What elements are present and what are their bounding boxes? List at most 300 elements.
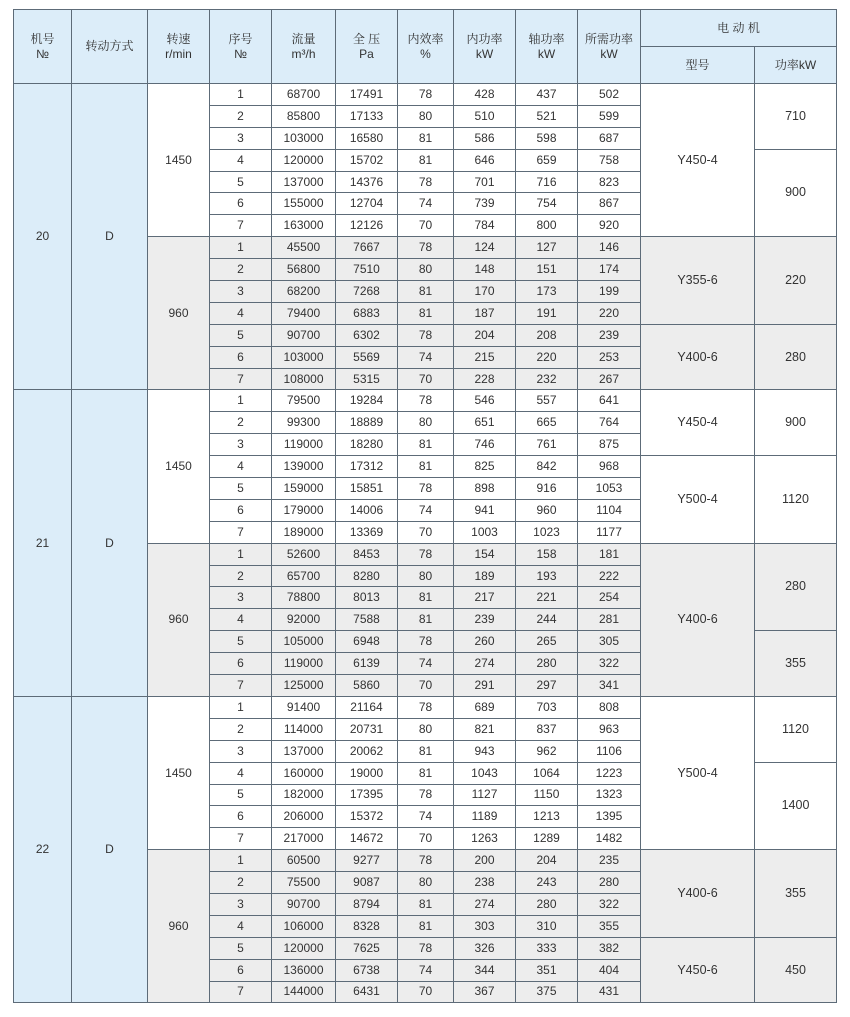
required-power-cell: 968 xyxy=(578,456,641,478)
flow-cell: 90700 xyxy=(272,893,336,915)
pressure-cell: 5315 xyxy=(336,368,398,390)
efficiency-cell: 78 xyxy=(398,696,454,718)
seq-cell: 7 xyxy=(210,981,272,1003)
efficiency-cell: 81 xyxy=(398,893,454,915)
flow-cell: 56800 xyxy=(272,259,336,281)
flow-cell: 120000 xyxy=(272,149,336,171)
pressure-cell: 7625 xyxy=(336,937,398,959)
shaft-power-cell: 151 xyxy=(516,259,578,281)
seq-cell: 1 xyxy=(210,237,272,259)
motor-model-cell: Y355-6 xyxy=(641,237,755,325)
table-row xyxy=(14,84,837,106)
seq-cell: 5 xyxy=(210,478,272,500)
efficiency-cell: 81 xyxy=(398,762,454,784)
efficiency-cell: 74 xyxy=(398,193,454,215)
motor-model-cell: Y500-4 xyxy=(641,456,755,544)
header-required-power: 所需功率 kW xyxy=(578,10,641,84)
seq-cell: 4 xyxy=(210,149,272,171)
flow-cell: 189000 xyxy=(272,521,336,543)
required-power-cell: 181 xyxy=(578,543,641,565)
flow-cell: 68700 xyxy=(272,84,336,106)
required-power-cell: 199 xyxy=(578,281,641,303)
required-power-cell: 758 xyxy=(578,149,641,171)
machine-no-cell: 21 xyxy=(14,390,72,696)
required-power-cell: 1106 xyxy=(578,740,641,762)
required-power-cell: 920 xyxy=(578,215,641,237)
shaft-power-cell: 193 xyxy=(516,565,578,587)
inner-power-cell: 326 xyxy=(454,937,516,959)
pressure-cell: 5860 xyxy=(336,675,398,697)
shaft-power-cell: 297 xyxy=(516,675,578,697)
speed-cell: 960 xyxy=(148,237,210,390)
required-power-cell: 641 xyxy=(578,390,641,412)
required-power-cell: 502 xyxy=(578,84,641,106)
required-power-cell: 1177 xyxy=(578,521,641,543)
motor-model-cell: Y400-6 xyxy=(641,543,755,696)
required-power-cell: 963 xyxy=(578,718,641,740)
header-machine-no: 机号 № xyxy=(14,10,72,84)
shaft-power-cell: 232 xyxy=(516,368,578,390)
flow-cell: 92000 xyxy=(272,609,336,631)
inner-power-cell: 701 xyxy=(454,171,516,193)
pressure-cell: 7667 xyxy=(336,237,398,259)
pressure-cell: 18280 xyxy=(336,434,398,456)
efficiency-cell: 78 xyxy=(398,850,454,872)
seq-cell: 2 xyxy=(210,105,272,127)
efficiency-cell: 78 xyxy=(398,543,454,565)
efficiency-cell: 70 xyxy=(398,215,454,237)
seq-cell: 3 xyxy=(210,740,272,762)
efficiency-cell: 80 xyxy=(398,412,454,434)
seq-cell: 4 xyxy=(210,609,272,631)
inner-power-cell: 746 xyxy=(454,434,516,456)
required-power-cell: 174 xyxy=(578,259,641,281)
inner-power-cell: 546 xyxy=(454,390,516,412)
inner-power-cell: 187 xyxy=(454,302,516,324)
pressure-cell: 17312 xyxy=(336,456,398,478)
efficiency-cell: 81 xyxy=(398,915,454,937)
shaft-power-cell: 221 xyxy=(516,587,578,609)
inner-power-cell: 941 xyxy=(454,499,516,521)
required-power-cell: 1395 xyxy=(578,806,641,828)
pressure-cell: 6883 xyxy=(336,302,398,324)
flow-cell: 65700 xyxy=(272,565,336,587)
motor-model-cell: Y500-4 xyxy=(641,696,755,849)
efficiency-cell: 74 xyxy=(398,653,454,675)
inner-power-cell: 651 xyxy=(454,412,516,434)
flow-cell: 75500 xyxy=(272,872,336,894)
required-power-cell: 382 xyxy=(578,937,641,959)
drive-cell: D xyxy=(72,696,148,1002)
pressure-cell: 13369 xyxy=(336,521,398,543)
table-body xyxy=(14,84,837,1003)
flow-cell: 137000 xyxy=(272,171,336,193)
efficiency-cell: 74 xyxy=(398,499,454,521)
shaft-power-cell: 191 xyxy=(516,302,578,324)
motor-power-cell: 355 xyxy=(755,631,837,697)
efficiency-cell: 78 xyxy=(398,324,454,346)
shaft-power-cell: 204 xyxy=(516,850,578,872)
required-power-cell: 808 xyxy=(578,696,641,718)
inner-power-cell: 274 xyxy=(454,653,516,675)
header-motor-power: 功率kW xyxy=(755,47,837,84)
required-power-cell: 867 xyxy=(578,193,641,215)
required-power-cell: 267 xyxy=(578,368,641,390)
seq-cell: 7 xyxy=(210,828,272,850)
required-power-cell: 322 xyxy=(578,893,641,915)
required-power-cell: 1482 xyxy=(578,828,641,850)
flow-cell: 155000 xyxy=(272,193,336,215)
required-power-cell: 305 xyxy=(578,631,641,653)
shaft-power-cell: 1213 xyxy=(516,806,578,828)
pressure-cell: 8794 xyxy=(336,893,398,915)
motor-model-cell: Y450-4 xyxy=(641,84,755,237)
speed-cell: 1450 xyxy=(148,696,210,849)
pressure-cell: 8453 xyxy=(336,543,398,565)
seq-cell: 2 xyxy=(210,718,272,740)
shaft-power-cell: 960 xyxy=(516,499,578,521)
motor-model-cell: Y450-6 xyxy=(641,937,755,1003)
seq-cell: 5 xyxy=(210,631,272,653)
seq-cell: 3 xyxy=(210,281,272,303)
seq-cell: 6 xyxy=(210,959,272,981)
inner-power-cell: 200 xyxy=(454,850,516,872)
required-power-cell: 1053 xyxy=(578,478,641,500)
inner-power-cell: 646 xyxy=(454,149,516,171)
inner-power-cell: 217 xyxy=(454,587,516,609)
efficiency-cell: 81 xyxy=(398,149,454,171)
flow-cell: 91400 xyxy=(272,696,336,718)
speed-cell: 1450 xyxy=(148,84,210,237)
shaft-power-cell: 1064 xyxy=(516,762,578,784)
header-shaft-power: 轴功率 kW xyxy=(516,10,578,84)
flow-cell: 119000 xyxy=(272,653,336,675)
efficiency-cell: 78 xyxy=(398,784,454,806)
pressure-cell: 14376 xyxy=(336,171,398,193)
fan-performance-table xyxy=(13,9,837,1003)
shaft-power-cell: 1023 xyxy=(516,521,578,543)
efficiency-cell: 78 xyxy=(398,937,454,959)
header-pressure: 全 压 Pa xyxy=(336,10,398,84)
inner-power-cell: 784 xyxy=(454,215,516,237)
seq-cell: 1 xyxy=(210,84,272,106)
efficiency-cell: 78 xyxy=(398,631,454,653)
seq-cell: 1 xyxy=(210,696,272,718)
shaft-power-cell: 173 xyxy=(516,281,578,303)
required-power-cell: 281 xyxy=(578,609,641,631)
machine-no-cell: 22 xyxy=(14,696,72,1002)
motor-power-cell: 1120 xyxy=(755,456,837,544)
table-row xyxy=(14,696,837,718)
seq-cell: 4 xyxy=(210,302,272,324)
drive-cell: D xyxy=(72,84,148,390)
seq-cell: 6 xyxy=(210,346,272,368)
pressure-cell: 5569 xyxy=(336,346,398,368)
inner-power-cell: 1043 xyxy=(454,762,516,784)
efficiency-cell: 78 xyxy=(398,237,454,259)
motor-power-cell: 220 xyxy=(755,237,837,325)
table-wrapper xyxy=(13,9,837,1003)
required-power-cell: 322 xyxy=(578,653,641,675)
inner-power-cell: 1127 xyxy=(454,784,516,806)
flow-cell: 103000 xyxy=(272,346,336,368)
inner-power-cell: 1003 xyxy=(454,521,516,543)
motor-power-cell: 900 xyxy=(755,390,837,456)
flow-cell: 85800 xyxy=(272,105,336,127)
drive-cell: D xyxy=(72,390,148,696)
seq-cell: 6 xyxy=(210,499,272,521)
seq-cell: 2 xyxy=(210,565,272,587)
required-power-cell: 1323 xyxy=(578,784,641,806)
pressure-cell: 14672 xyxy=(336,828,398,850)
inner-power-cell: 739 xyxy=(454,193,516,215)
shaft-power-cell: 437 xyxy=(516,84,578,106)
pressure-cell: 8328 xyxy=(336,915,398,937)
shaft-power-cell: 351 xyxy=(516,959,578,981)
header-seq: 序号 № xyxy=(210,10,272,84)
motor-power-cell: 450 xyxy=(755,937,837,1003)
inner-power-cell: 170 xyxy=(454,281,516,303)
motor-model-cell: Y400-6 xyxy=(641,850,755,938)
efficiency-cell: 70 xyxy=(398,675,454,697)
seq-cell: 4 xyxy=(210,762,272,784)
required-power-cell: 431 xyxy=(578,981,641,1003)
seq-cell: 3 xyxy=(210,127,272,149)
efficiency-cell: 78 xyxy=(398,84,454,106)
shaft-power-cell: 375 xyxy=(516,981,578,1003)
flow-cell: 60500 xyxy=(272,850,336,872)
pressure-cell: 20731 xyxy=(336,718,398,740)
flow-cell: 103000 xyxy=(272,127,336,149)
efficiency-cell: 80 xyxy=(398,259,454,281)
motor-power-cell: 355 xyxy=(755,850,837,938)
inner-power-cell: 291 xyxy=(454,675,516,697)
motor-power-cell: 710 xyxy=(755,84,837,150)
required-power-cell: 875 xyxy=(578,434,641,456)
inner-power-cell: 215 xyxy=(454,346,516,368)
efficiency-cell: 80 xyxy=(398,565,454,587)
pressure-cell: 7268 xyxy=(336,281,398,303)
seq-cell: 1 xyxy=(210,543,272,565)
pressure-cell: 6302 xyxy=(336,324,398,346)
inner-power-cell: 689 xyxy=(454,696,516,718)
header-flow: 流量 m³/h xyxy=(272,10,336,84)
seq-cell: 7 xyxy=(210,368,272,390)
flow-cell: 78800 xyxy=(272,587,336,609)
efficiency-cell: 81 xyxy=(398,434,454,456)
inner-power-cell: 154 xyxy=(454,543,516,565)
seq-cell: 6 xyxy=(210,653,272,675)
efficiency-cell: 80 xyxy=(398,872,454,894)
seq-cell: 5 xyxy=(210,784,272,806)
inner-power-cell: 586 xyxy=(454,127,516,149)
inner-power-cell: 821 xyxy=(454,718,516,740)
inner-power-cell: 510 xyxy=(454,105,516,127)
shaft-power-cell: 208 xyxy=(516,324,578,346)
efficiency-cell: 70 xyxy=(398,521,454,543)
header-speed: 转速 r/min xyxy=(148,10,210,84)
shaft-power-cell: 761 xyxy=(516,434,578,456)
inner-power-cell: 428 xyxy=(454,84,516,106)
efficiency-cell: 81 xyxy=(398,609,454,631)
flow-cell: 105000 xyxy=(272,631,336,653)
seq-cell: 1 xyxy=(210,850,272,872)
required-power-cell: 687 xyxy=(578,127,641,149)
inner-power-cell: 898 xyxy=(454,478,516,500)
flow-cell: 179000 xyxy=(272,499,336,521)
shaft-power-cell: 521 xyxy=(516,105,578,127)
required-power-cell: 599 xyxy=(578,105,641,127)
shaft-power-cell: 716 xyxy=(516,171,578,193)
inner-power-cell: 204 xyxy=(454,324,516,346)
flow-cell: 120000 xyxy=(272,937,336,959)
flow-cell: 144000 xyxy=(272,981,336,1003)
shaft-power-cell: 280 xyxy=(516,893,578,915)
pressure-cell: 19000 xyxy=(336,762,398,784)
flow-cell: 45500 xyxy=(272,237,336,259)
flow-cell: 137000 xyxy=(272,740,336,762)
seq-cell: 7 xyxy=(210,521,272,543)
motor-power-cell: 1120 xyxy=(755,696,837,762)
inner-power-cell: 189 xyxy=(454,565,516,587)
speed-cell: 960 xyxy=(148,850,210,1003)
flow-cell: 182000 xyxy=(272,784,336,806)
pressure-cell: 21164 xyxy=(336,696,398,718)
pressure-cell: 12704 xyxy=(336,193,398,215)
pressure-cell: 7510 xyxy=(336,259,398,281)
shaft-power-cell: 837 xyxy=(516,718,578,740)
shaft-power-cell: 962 xyxy=(516,740,578,762)
seq-cell: 4 xyxy=(210,456,272,478)
inner-power-cell: 344 xyxy=(454,959,516,981)
flow-cell: 106000 xyxy=(272,915,336,937)
header-efficiency: 内效率 % xyxy=(398,10,454,84)
shaft-power-cell: 557 xyxy=(516,390,578,412)
table-row xyxy=(14,390,837,412)
pressure-cell: 15372 xyxy=(336,806,398,828)
efficiency-cell: 81 xyxy=(398,302,454,324)
efficiency-cell: 81 xyxy=(398,281,454,303)
required-power-cell: 764 xyxy=(578,412,641,434)
shaft-power-cell: 842 xyxy=(516,456,578,478)
shaft-power-cell: 265 xyxy=(516,631,578,653)
pressure-cell: 14006 xyxy=(336,499,398,521)
seq-cell: 3 xyxy=(210,893,272,915)
inner-power-cell: 1189 xyxy=(454,806,516,828)
shaft-power-cell: 158 xyxy=(516,543,578,565)
header-motor-model: 型号 xyxy=(641,47,755,84)
motor-power-cell: 1400 xyxy=(755,762,837,850)
pressure-cell: 6738 xyxy=(336,959,398,981)
required-power-cell: 146 xyxy=(578,237,641,259)
pressure-cell: 9277 xyxy=(336,850,398,872)
pressure-cell: 6139 xyxy=(336,653,398,675)
motor-power-cell: 280 xyxy=(755,543,837,631)
required-power-cell: 239 xyxy=(578,324,641,346)
required-power-cell: 341 xyxy=(578,675,641,697)
efficiency-cell: 81 xyxy=(398,456,454,478)
flow-cell: 108000 xyxy=(272,368,336,390)
flow-cell: 217000 xyxy=(272,828,336,850)
shaft-power-cell: 127 xyxy=(516,237,578,259)
flow-cell: 68200 xyxy=(272,281,336,303)
required-power-cell: 254 xyxy=(578,587,641,609)
shaft-power-cell: 220 xyxy=(516,346,578,368)
speed-cell: 1450 xyxy=(148,390,210,543)
efficiency-cell: 78 xyxy=(398,171,454,193)
required-power-cell: 222 xyxy=(578,565,641,587)
motor-model-cell: Y400-6 xyxy=(641,324,755,390)
efficiency-cell: 78 xyxy=(398,478,454,500)
seq-cell: 3 xyxy=(210,434,272,456)
shaft-power-cell: 916 xyxy=(516,478,578,500)
shaft-power-cell: 659 xyxy=(516,149,578,171)
flow-cell: 119000 xyxy=(272,434,336,456)
seq-cell: 5 xyxy=(210,171,272,193)
pressure-cell: 15851 xyxy=(336,478,398,500)
shaft-power-cell: 280 xyxy=(516,653,578,675)
seq-cell: 1 xyxy=(210,390,272,412)
efficiency-cell: 81 xyxy=(398,587,454,609)
flow-cell: 114000 xyxy=(272,718,336,740)
header-inner-power: 内功率 kW xyxy=(454,10,516,84)
pressure-cell: 16580 xyxy=(336,127,398,149)
required-power-cell: 220 xyxy=(578,302,641,324)
pressure-cell: 8280 xyxy=(336,565,398,587)
flow-cell: 90700 xyxy=(272,324,336,346)
pressure-cell: 6431 xyxy=(336,981,398,1003)
motor-power-cell: 900 xyxy=(755,149,837,237)
seq-cell: 7 xyxy=(210,215,272,237)
shaft-power-cell: 244 xyxy=(516,609,578,631)
speed-cell: 960 xyxy=(148,543,210,696)
pressure-cell: 20062 xyxy=(336,740,398,762)
seq-cell: 6 xyxy=(210,193,272,215)
required-power-cell: 823 xyxy=(578,171,641,193)
flow-cell: 160000 xyxy=(272,762,336,784)
inner-power-cell: 148 xyxy=(454,259,516,281)
pressure-cell: 6948 xyxy=(336,631,398,653)
machine-no-cell: 20 xyxy=(14,84,72,390)
shaft-power-cell: 243 xyxy=(516,872,578,894)
motor-model-cell: Y450-4 xyxy=(641,390,755,456)
header-motor: 电 动 机 xyxy=(641,10,837,47)
inner-power-cell: 1263 xyxy=(454,828,516,850)
flow-cell: 136000 xyxy=(272,959,336,981)
seq-cell: 5 xyxy=(210,324,272,346)
seq-cell: 2 xyxy=(210,259,272,281)
efficiency-cell: 70 xyxy=(398,828,454,850)
flow-cell: 52600 xyxy=(272,543,336,565)
efficiency-cell: 80 xyxy=(398,105,454,127)
required-power-cell: 1223 xyxy=(578,762,641,784)
motor-power-cell: 280 xyxy=(755,324,837,390)
inner-power-cell: 274 xyxy=(454,893,516,915)
flow-cell: 99300 xyxy=(272,412,336,434)
efficiency-cell: 74 xyxy=(398,346,454,368)
seq-cell: 7 xyxy=(210,675,272,697)
seq-cell: 6 xyxy=(210,806,272,828)
efficiency-cell: 81 xyxy=(398,740,454,762)
inner-power-cell: 943 xyxy=(454,740,516,762)
efficiency-cell: 70 xyxy=(398,981,454,1003)
shaft-power-cell: 1150 xyxy=(516,784,578,806)
flow-cell: 206000 xyxy=(272,806,336,828)
shaft-power-cell: 333 xyxy=(516,937,578,959)
flow-cell: 139000 xyxy=(272,456,336,478)
required-power-cell: 404 xyxy=(578,959,641,981)
inner-power-cell: 228 xyxy=(454,368,516,390)
